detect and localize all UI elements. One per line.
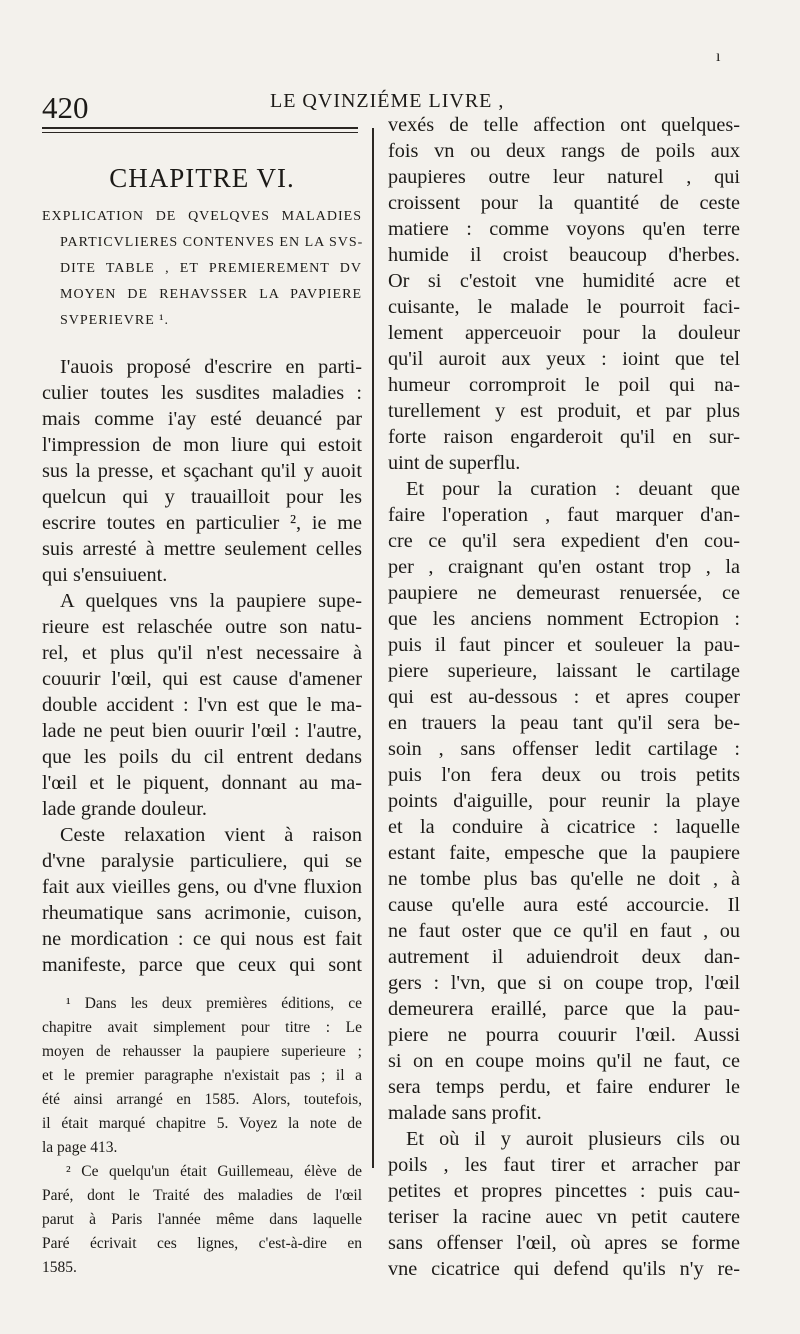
footnote-line: Paré écrivait ces lignes, c'est-à-dire en: [42, 1235, 362, 1252]
heading-line: EXPLICATION DE QVELQVES MALADIES: [42, 209, 362, 224]
text-line: rheumatique sans acrimonie, cuison,: [42, 902, 362, 924]
text-line: paupieres outre leur naturel , qui: [388, 166, 740, 188]
paragraph: [42, 822, 362, 978]
footnote-line: parut à Paris l'année même dans laquelle: [42, 1211, 362, 1228]
text-line: gers : l'vn, que si on coupe trop, l'œil: [388, 972, 740, 994]
running-head: LE QVINZIÉME LIVRE ,: [270, 90, 505, 112]
text-line: suis arresté à mettre seulement celles: [42, 538, 362, 560]
text-line: sus la presse, et sçachant qu'il y auoit: [42, 460, 362, 482]
text-line: puis il faut pincer et souleuer la pau-: [388, 634, 740, 656]
text-line: mais comme i'ay esté deuancé par: [42, 408, 362, 430]
text-line: soin , sans offenser ledit cartilage :: [388, 738, 740, 760]
text-line: demeurera eraillé, parce que la pau-: [388, 998, 740, 1020]
heading-line: DITE TABLE , ET PREMIEREMENT DV: [60, 261, 362, 276]
chapter-title: CHAPITRE VI.: [109, 163, 295, 193]
text-line: qui est au-dessous : et apres couper: [388, 686, 740, 708]
text-line: lade grande douleur.: [42, 798, 208, 820]
text-line: qui s'ensuiuent.: [42, 564, 168, 586]
text-line: couurir l'œil, qui est cause d'amener: [42, 668, 362, 690]
heading-line: PARTICVLIERES CONTENVES EN LA SVS-: [60, 235, 364, 250]
text-line: piere superieure, laissant le cartilage: [388, 660, 740, 682]
footnote-line: chapitre avait simplement pour titre : Le: [42, 1019, 362, 1036]
text-line: Or si c'estoit vne humidité acre et: [388, 270, 740, 292]
heading-line: MOYEN DE REHAVSSER LA PAVPIERE: [60, 287, 362, 302]
text-line: faire l'operation , faut marquer d'an-: [388, 504, 740, 526]
footnote-line: ¹ Dans les deux premières éditions, ce: [66, 995, 362, 1012]
text-line: Et où il y auroit plusieurs cils ou: [406, 1128, 740, 1150]
text-line: uint de superflu.: [388, 452, 521, 474]
left-column: [42, 163, 362, 1280]
paragraph: [42, 354, 362, 588]
text-line: cuisante, le malade le pourroit faci-: [388, 296, 740, 318]
text-line: lement apperceuoir pour la douleur: [388, 322, 740, 344]
footnote-line: 1585.: [42, 1259, 77, 1276]
text-line: vne cicatrice qui defend qu'ils n'y re-: [388, 1258, 740, 1280]
text-line: A quelques vns la paupiere supe-: [60, 590, 362, 612]
text-line: I'auois proposé d'escrire en parti-: [60, 356, 362, 378]
footnote: [42, 992, 362, 1160]
text-line: points d'aiguille, pour reunir la playe: [388, 790, 740, 812]
footnote-line: moyen de rehausser la paupiere superieure ;: [42, 1043, 362, 1060]
text-line: forte raison engarderoit qu'il en sur-: [388, 426, 740, 448]
text-line: Et pour la curation : deuant que: [406, 478, 740, 500]
text-line: estant faite, empesche que la paupiere: [388, 842, 740, 864]
text-line: autrement il aduiendroit deux dan-: [388, 946, 740, 968]
text-line: cause qu'elle aura esté accourcie. Il: [388, 894, 740, 916]
right-column: [388, 112, 740, 1282]
text-line: vexés de telle affection ont quelques-: [388, 114, 740, 136]
header-rule-thin: [42, 132, 358, 133]
text-line: que les poils du cil entrent dedans: [42, 746, 362, 768]
text-line: ne tombe plus bas qu'elle ne doit , à: [388, 868, 740, 890]
footnote-line: ² Ce quelqu'un était Guillemeau, élève de: [66, 1163, 362, 1180]
footnote-line: été ainsi arrangé en 1585. Alors, toutefois,: [42, 1091, 362, 1108]
margin-mark: ı: [716, 48, 721, 65]
text-line: Ceste relaxation vient à raison: [60, 824, 362, 846]
text-line: quelcun qui y trauailloit pour les: [42, 486, 362, 508]
text-line: turellement y est produit, et par plus: [388, 400, 740, 422]
text-line: humeur corromproit le poil qui na-: [388, 374, 740, 396]
text-line: puis l'on fera deux ou trois petits: [388, 764, 740, 786]
footnote: [42, 1160, 362, 1280]
text-line: rieure est relaschée outre son natu-: [42, 616, 362, 638]
footnote-line: il était marqué chapitre 5. Voyez la note de: [42, 1115, 362, 1132]
text-line: paupiere ne demeurast renuersée, ce: [388, 582, 740, 604]
text-line: matiere : comme voyons qu'en terre: [388, 218, 740, 240]
text-line: sera temps perdu, et faire endurer le: [388, 1076, 740, 1098]
column-separator: [372, 128, 374, 1168]
text-line: fait aux vieilles gens, ou d'vne fluxion: [42, 876, 362, 898]
text-line: per , craignant qu'en ostant trop , la: [388, 556, 740, 578]
text-line: poils , les faut tirer et arracher par: [388, 1154, 740, 1176]
page-number: 420: [42, 90, 89, 125]
text-line: teriser la racine auec vn petit cautere: [388, 1206, 740, 1228]
text-line: croissent pour la quantité de ceste: [388, 192, 740, 214]
text-line: cre ce qu'il sera expedient d'en cou-: [388, 530, 740, 552]
text-line: lade ne peut bien ouurir l'œil : l'autre,: [42, 720, 362, 742]
footnote-line: et le premier paragraphe n'existait pas ; il a: [42, 1067, 362, 1084]
text-line: et la conduire à cicatrice : laquelle: [388, 816, 740, 838]
text-line: sans offenser l'œil, où apres se forme: [388, 1232, 740, 1254]
text-line: que les anciens nomment Ectropion :: [388, 608, 740, 630]
text-line: malade sans profit.: [388, 1102, 542, 1124]
text-line: double accident : l'vn est que le ma-: [42, 694, 362, 716]
text-line: humide il croist beaucoup d'herbes.: [388, 244, 740, 266]
footnote-line: Paré, dont le Traité des maladies de l'œil: [42, 1187, 362, 1204]
chapter-heading: [42, 204, 362, 334]
paragraph: [388, 1126, 740, 1282]
text-line: ne faut oster que ce qu'il en faut , ou: [388, 920, 740, 942]
text-line: piere ne pourra couurir l'œil. Aussi: [388, 1024, 740, 1046]
text-line: l'impression de mon liure qui estoit: [42, 434, 362, 456]
text-line: ne mordication : ce qui nous est fait: [42, 928, 362, 950]
text-line: qu'il auroit aux yeux : ioint que tel: [388, 348, 740, 370]
text-line: petites et propres pincettes : puis cau-: [388, 1180, 740, 1202]
text-line: l'œil et le piquent, donnant au ma-: [42, 772, 362, 794]
header-rule: [42, 127, 358, 129]
text-line: escrire toutes en particulier ², ie me: [42, 512, 362, 534]
footnote-line: la page 413.: [42, 1139, 118, 1156]
text-line: rel, et plus qu'il n'est necessaire à: [42, 642, 362, 664]
text-line: manifeste, parce que ceux qui sont: [42, 954, 362, 976]
paragraph: [42, 588, 362, 822]
text-line: culier toutes les susdites maladies :: [42, 382, 362, 404]
text-line: d'vne paralysie particuliere, qui se: [42, 850, 362, 872]
heading-line: SVPERIEVRE ¹.: [60, 313, 169, 328]
text-line: en trauers la peau tant qu'il sera be-: [388, 712, 740, 734]
text-line: si on en coupe moins qu'il ne faut, ce: [388, 1050, 740, 1072]
text-line: fois vn ou deux rangs de poils aux: [388, 140, 740, 162]
paragraph: [388, 112, 740, 476]
paragraph: [388, 476, 740, 1126]
